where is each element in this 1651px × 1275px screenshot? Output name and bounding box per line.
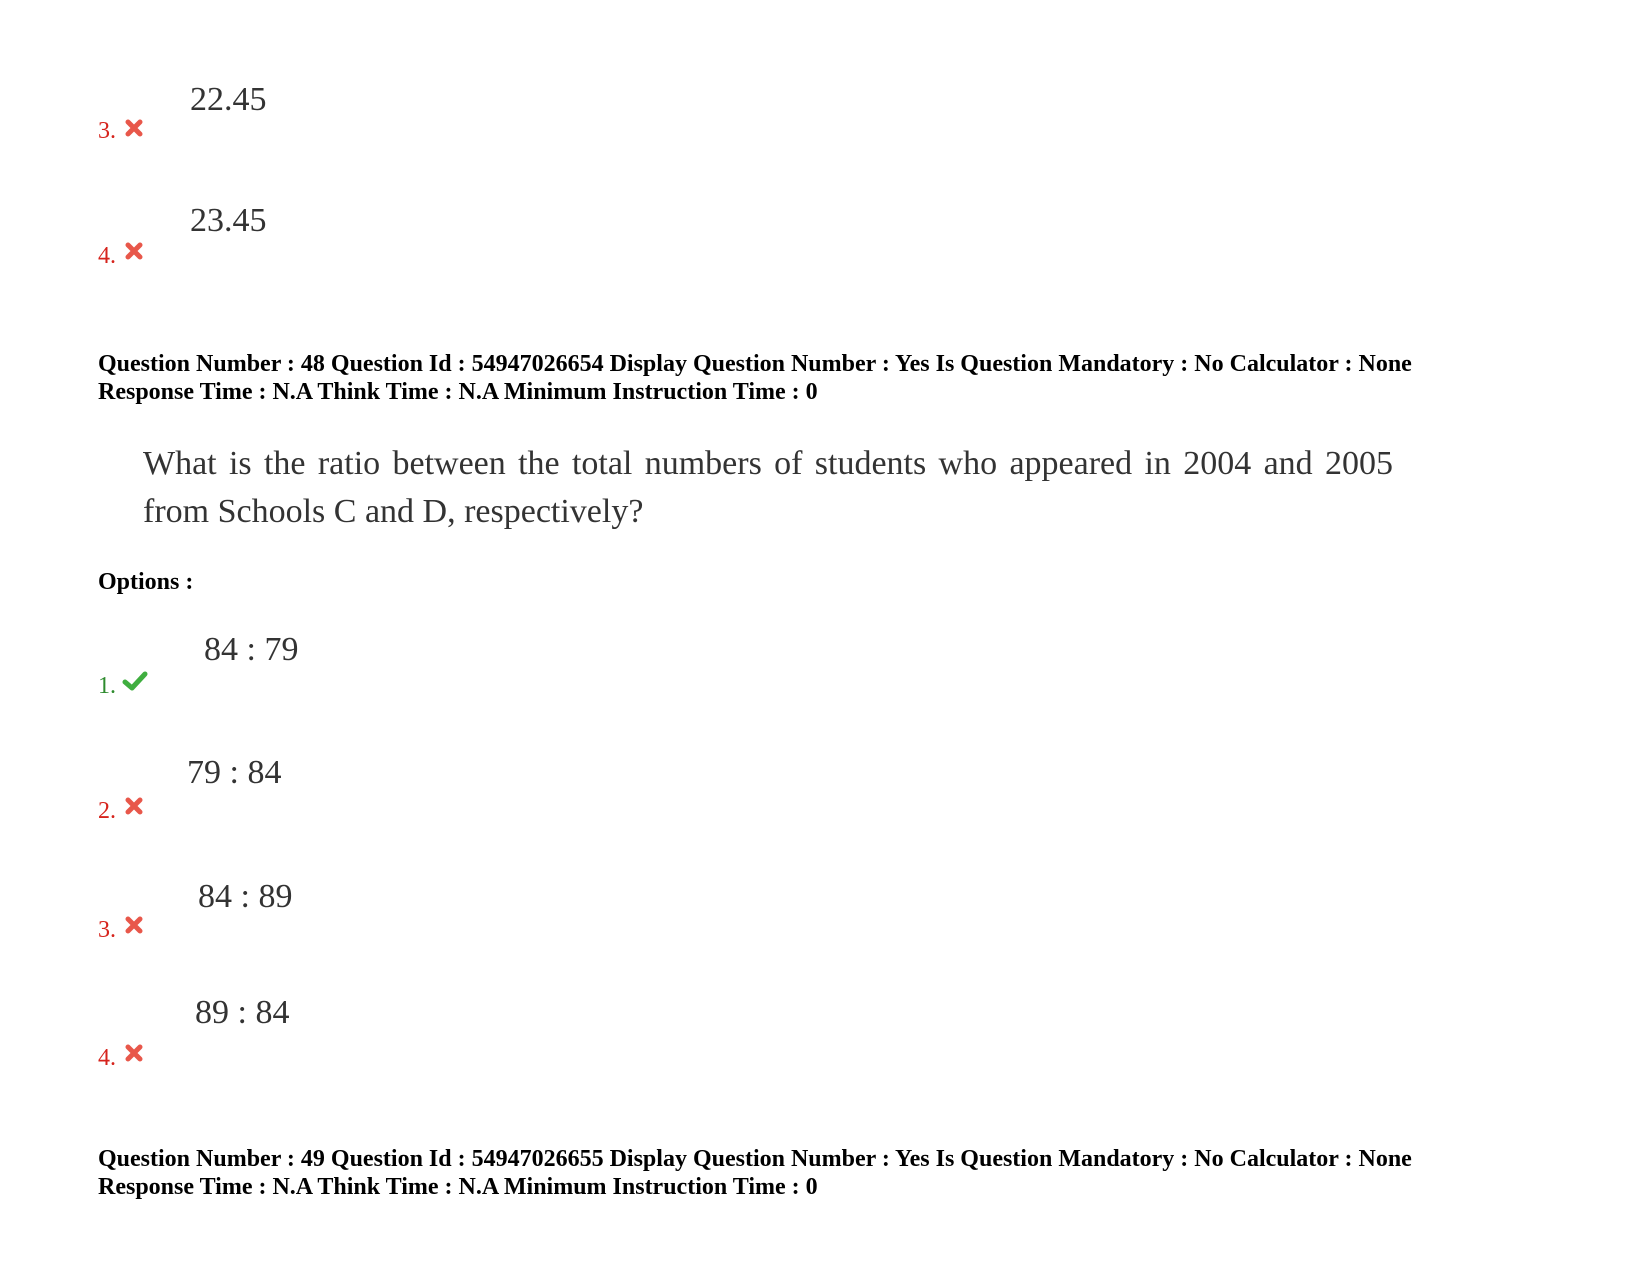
option-number: 3. <box>98 118 116 144</box>
question-meta-line: Question Number : 49 Question Id : 54947026655 Display Question Number : Yes Is Question Mandatory : No Calculator : None <box>98 1146 1412 1172</box>
question-meta-line: Response Time : N.A Think Time : N.A Minimum Instruction Time : 0 <box>98 379 818 405</box>
option-4 <box>98 996 698 1096</box>
option-1 <box>98 628 698 728</box>
cross-icon <box>123 795 145 817</box>
question-49-meta <box>98 1145 1618 1201</box>
option-3 <box>98 80 698 180</box>
cross-icon <box>123 117 145 139</box>
question-48-meta <box>98 350 1618 406</box>
cross-icon <box>123 914 145 936</box>
option-value: 79 : 84 <box>187 754 282 791</box>
option-2 <box>98 753 698 853</box>
option-number: 3. <box>98 917 116 943</box>
cross-icon <box>123 1042 145 1064</box>
cross-icon <box>123 240 145 262</box>
option-number: 4. <box>98 1045 116 1071</box>
option-value: 22.45 <box>190 81 267 118</box>
option-number: 4. <box>98 243 116 269</box>
question-text: What is the ratio between the total numbers of students who appeared in 2004 and 2005 from Schools C and D, respectively? <box>143 445 1393 530</box>
option-value: 23.45 <box>190 202 267 239</box>
option-3 <box>98 880 698 980</box>
options-label: Options : <box>98 569 194 595</box>
option-4 <box>98 204 698 304</box>
option-value: 84 : 79 <box>204 631 299 668</box>
option-number: 2. <box>98 798 116 824</box>
check-icon <box>122 670 148 692</box>
question-meta-line: Response Time : N.A Think Time : N.A Minimum Instruction Time : 0 <box>98 1174 818 1200</box>
option-value: 84 : 89 <box>198 878 293 915</box>
option-number: 1. <box>98 673 116 699</box>
question-meta-line: Question Number : 48 Question Id : 54947026654 Display Question Number : Yes Is Question Mandatory : No Calculator : None <box>98 351 1412 377</box>
option-value: 89 : 84 <box>195 994 290 1031</box>
